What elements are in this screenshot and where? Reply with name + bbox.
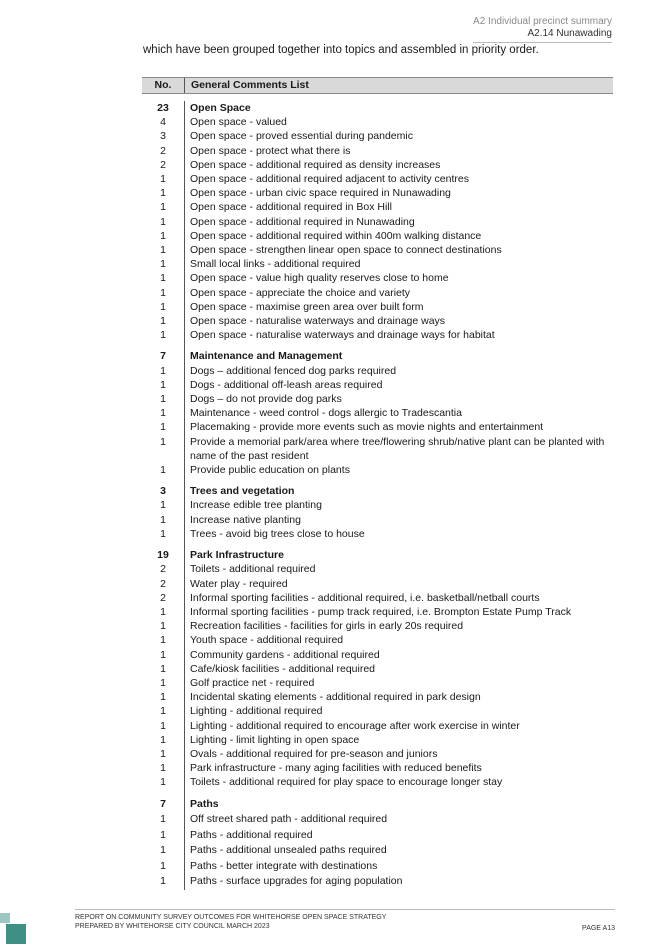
table-section [142, 484, 613, 541]
row-count: 3 [160, 130, 166, 143]
section-heading-row [142, 548, 613, 562]
row-comment: Open space - valued [190, 116, 287, 129]
table-section [142, 349, 613, 477]
table-row [142, 378, 613, 392]
row-count: 1 [160, 286, 166, 299]
table-row [142, 115, 613, 129]
row-comment: Dogs - additional off-leash areas required [190, 378, 383, 391]
table-row [142, 812, 613, 828]
row-count: 1 [160, 364, 166, 377]
table-row [142, 605, 613, 619]
row-count: 2 [160, 144, 166, 157]
row-comment: Open space - naturalise waterways and drainage ways [190, 315, 446, 328]
row-comment: Informal sporting facilities - pump track required, i.e. Brompton Estate Pump Track [190, 605, 572, 618]
row-comment: Open space - additional required as density increases [190, 158, 441, 171]
row-count: 1 [160, 393, 166, 406]
row-comment: Open space - additional required adjacent to activity centres [190, 173, 469, 186]
table-row [142, 215, 613, 229]
row-count: 1 [160, 828, 166, 841]
section-heading-row [142, 349, 613, 363]
table-row [142, 172, 613, 186]
row-comment: Paths - additional unsealed paths required [190, 844, 387, 857]
table-header [142, 77, 613, 94]
row-comment: Recreation facilities - facilities for girls in early 20s required [190, 620, 464, 633]
table-row [142, 498, 613, 512]
row-comment: Open space - additional required within 400m walking distance [190, 229, 482, 242]
row-comment: Paths - additional required [190, 828, 313, 841]
table-row [142, 619, 613, 633]
table-row [142, 129, 613, 143]
footer-prepared-by: PREPARED BY WHITEHORSE CITY COUNCIL MARCH 2023 [75, 923, 270, 930]
row-count: 1 [160, 620, 166, 633]
table-row [142, 704, 613, 718]
table-row [142, 314, 613, 328]
row-count: 1 [160, 776, 166, 789]
row-count: 1 [160, 315, 166, 328]
row-count: 1 [160, 634, 166, 647]
row-comment: Open space - urban civic space required in Nunawading [190, 187, 451, 200]
row-comment: Increase native planting [190, 513, 301, 526]
row-comment: Toilets - additional required for play space to encourage longer stay [190, 776, 503, 789]
row-comment: Provide a memorial park/area where tree/flowering shrub/native plant can be planted with name of the past resident [190, 435, 605, 462]
row-count: 1 [160, 705, 166, 718]
row-count: 1 [160, 813, 166, 826]
section-count: 3 [160, 485, 166, 498]
table-row [142, 527, 613, 541]
row-count: 1 [160, 719, 166, 732]
table-section [142, 797, 613, 890]
row-comment: Paths - better integrate with destinations [190, 859, 378, 872]
table-row [142, 747, 613, 761]
table-row [142, 513, 613, 527]
row-count: 2 [160, 577, 166, 590]
row-count: 1 [160, 844, 166, 857]
section-title: Open Space [190, 102, 251, 114]
table-row [142, 690, 613, 704]
table-row [142, 633, 613, 647]
row-comment: Open space - additional required in Box Hill [190, 201, 392, 214]
decor-square-dark [6, 924, 26, 944]
row-count: 1 [160, 605, 166, 618]
section-title: Trees and vegetation [190, 485, 295, 498]
section-title: Maintenance and Management [190, 350, 343, 363]
row-comment: Placemaking - provide more events such as movie nights and entertainment [190, 421, 544, 434]
row-comment: Community gardens - additional required [190, 648, 380, 661]
table-row [142, 463, 613, 477]
table-body [142, 101, 613, 890]
row-count: 1 [160, 527, 166, 540]
row-comment: Lighting - limit lighting in open space [190, 733, 360, 746]
section-heading-row [142, 101, 613, 115]
row-comment: Open space - appreciate the choice and variety [190, 286, 411, 299]
row-comment: Informal sporting facilities - additional required, i.e. basketball/netball courts [190, 591, 540, 604]
table-row [142, 843, 613, 859]
row-comment: Youth space - additional required [190, 634, 344, 647]
table-row [142, 761, 613, 775]
row-count: 1 [160, 691, 166, 704]
table-section [142, 101, 613, 342]
row-comment: Cafe/kiosk facilities - additional required [190, 662, 376, 675]
row-count: 1 [160, 329, 166, 342]
row-comment: Paths - surface upgrades for aging population [190, 875, 403, 888]
row-count: 1 [160, 407, 166, 420]
table-row [142, 243, 613, 257]
row-comment: Open space - proved essential during pandemic [190, 130, 413, 143]
table-row [142, 364, 613, 378]
table-row [142, 158, 613, 172]
row-comment: Golf practice net - required [190, 676, 315, 689]
table-row [142, 406, 613, 420]
table-row [142, 662, 613, 676]
row-comment: Lighting - additional required to encourage after work exercise in winter [190, 719, 520, 732]
section-heading-row [142, 484, 613, 498]
table-row [142, 328, 613, 342]
row-comment: Park infrastructure - many aging facilities with reduced benefits [190, 762, 482, 775]
row-count: 4 [160, 116, 166, 129]
row-comment: Lighting - additional required [190, 705, 323, 718]
row-comment: Small local links - additional required [190, 258, 361, 271]
section-count: 7 [160, 350, 166, 363]
table-row [142, 577, 613, 591]
row-count: 2 [160, 591, 166, 604]
row-count: 1 [160, 201, 166, 214]
table-row [142, 435, 613, 463]
table-row [142, 392, 613, 406]
row-count: 1 [160, 762, 166, 775]
row-comment: Open space - additional required in Nunawading [190, 215, 415, 228]
row-comment: Trees - avoid big trees close to house [190, 527, 365, 540]
comments-table [142, 77, 613, 890]
footer-report-title: REPORT ON COMMUNITY SURVEY OUTCOMES FOR WHITEHORSE OPEN SPACE STRATEGY [75, 914, 387, 921]
page-header [473, 16, 612, 43]
row-comment: Open space - naturalise waterways and drainage ways for habitat [190, 329, 495, 342]
row-comment: Ovals - additional required for pre-season and juniors [190, 747, 438, 760]
table-row [142, 420, 613, 434]
table-row [142, 186, 613, 200]
section-count: 19 [157, 549, 169, 562]
row-comment: Open space - value high quality reserves close to home [190, 272, 449, 285]
table-row [142, 591, 613, 605]
row-count: 1 [160, 258, 166, 271]
row-comment: Incidental skating elements - additional required in park design [190, 691, 481, 704]
row-comment: Increase edible tree planting [190, 499, 322, 512]
table-row [142, 271, 613, 285]
table-row [142, 828, 613, 844]
table-row [142, 859, 613, 875]
section-heading-row [142, 797, 613, 813]
row-comment: Off street shared path - additional required [190, 813, 388, 826]
row-count: 1 [160, 747, 166, 760]
table-row [142, 733, 613, 747]
row-count: 1 [160, 215, 166, 228]
table-row [142, 562, 613, 576]
row-comment: Open space - protect what there is [190, 144, 351, 157]
table-row [142, 648, 613, 662]
row-comment: Maintenance - weed control - dogs allergic to Tradescantia [190, 407, 462, 420]
row-count: 2 [160, 563, 166, 576]
row-count: 1 [160, 499, 166, 512]
row-comment: Provide public education on plants [190, 464, 350, 477]
table-row [142, 286, 613, 300]
row-comment: Open space - strengthen linear open space to connect destinations [190, 244, 502, 257]
page-footer [75, 909, 615, 931]
row-comment: Toilets - additional required [190, 563, 316, 576]
section-count: 23 [157, 102, 169, 114]
row-count: 1 [160, 244, 166, 257]
table-section [142, 548, 613, 789]
row-count: 1 [160, 435, 166, 448]
section-title: Park Infrastructure [190, 549, 284, 562]
row-count: 1 [160, 300, 166, 313]
section-title: Paths [190, 797, 219, 810]
row-count: 1 [160, 513, 166, 526]
page-number: PAGE A13 [582, 925, 615, 932]
row-count: 1 [160, 859, 166, 872]
row-count: 1 [160, 229, 166, 242]
decor-square-light [0, 913, 10, 923]
header-subsection: A2.14 Nunawading [473, 28, 612, 43]
table-row [142, 300, 613, 314]
row-count: 1 [160, 662, 166, 675]
table-row [142, 257, 613, 271]
row-count: 1 [160, 421, 166, 434]
row-count: 1 [160, 464, 166, 477]
row-count: 1 [160, 875, 166, 888]
row-count: 1 [160, 378, 166, 391]
table-row [142, 229, 613, 243]
row-comment: Open space - maximise green area over built form [190, 300, 424, 313]
table-row [142, 775, 613, 789]
row-count: 1 [160, 272, 166, 285]
row-count: 1 [160, 676, 166, 689]
table-row [142, 676, 613, 690]
row-comment: Dogs – additional fenced dog parks required [190, 364, 397, 377]
column-header-comments: General Comments List [191, 79, 309, 91]
row-count: 1 [160, 648, 166, 661]
table-row [142, 200, 613, 214]
header-section: A2 Individual precinct summary [473, 16, 612, 27]
table-row [142, 144, 613, 158]
row-count: 1 [160, 173, 166, 186]
row-comment: Water play - required [190, 577, 288, 590]
row-count: 1 [160, 187, 166, 200]
intro-text: which have been grouped together into topics and assembled in priority order. [143, 44, 539, 56]
table-row [142, 719, 613, 733]
row-comment: Dogs – do not provide dog parks [190, 393, 342, 406]
row-count: 1 [160, 733, 166, 746]
column-header-no: No. [142, 78, 185, 93]
table-row [142, 874, 613, 890]
row-count: 2 [160, 158, 166, 171]
section-count: 7 [160, 797, 166, 810]
